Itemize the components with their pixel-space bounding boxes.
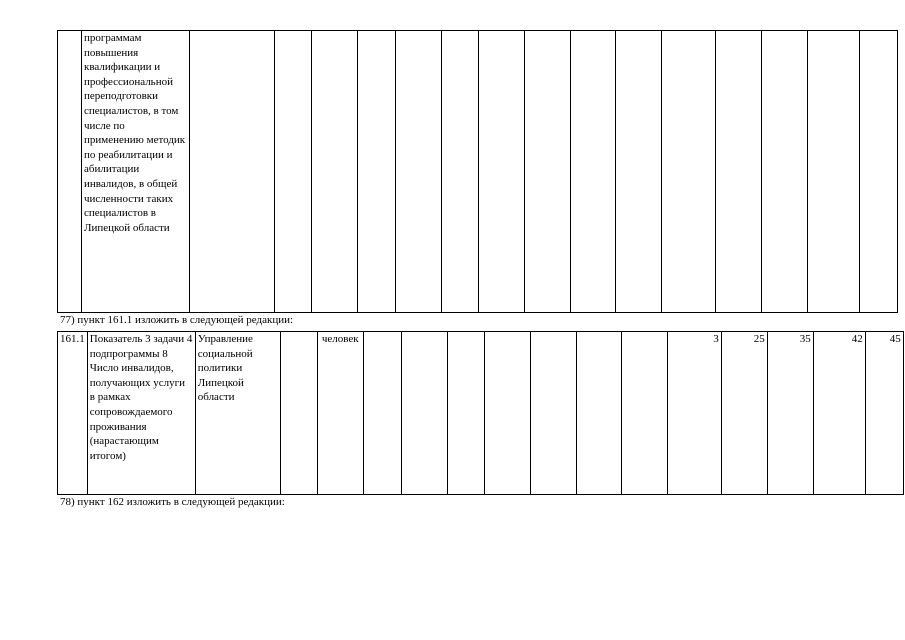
cell xyxy=(479,31,525,313)
cell xyxy=(484,332,530,495)
cell-value: 25 xyxy=(721,332,767,495)
cell xyxy=(525,31,571,313)
table-row xyxy=(58,31,898,313)
cell xyxy=(576,332,621,495)
cell-value: 45 xyxy=(865,332,903,495)
cell-indicator-name: Показатель 3 задачи 4 подпрограммы 8 Число инвалидов, получающих услуги в рамках сопровождаемого проживания (нарастающим итогом) xyxy=(87,332,195,495)
cell xyxy=(621,332,667,495)
cell xyxy=(363,332,401,495)
cell-value: 42 xyxy=(813,332,865,495)
amendment-note-77: 77) пункт 161.1 изложить в следующей редакции: xyxy=(60,314,294,326)
cell-number: 161.1 xyxy=(58,332,88,495)
cell xyxy=(716,31,762,313)
cell xyxy=(401,332,447,495)
cell xyxy=(530,332,576,495)
cell xyxy=(662,31,716,313)
cell-responsible: Управление социальной политики Липецкой области xyxy=(195,332,280,495)
cell-unit: человек xyxy=(317,332,363,495)
table-161-1 xyxy=(57,331,904,495)
cell xyxy=(358,31,396,313)
cell xyxy=(808,31,860,313)
amendment-note-78: 78) пункт 162 изложить в следующей редакции: xyxy=(60,496,285,508)
cell-unit xyxy=(312,31,358,313)
cell xyxy=(442,31,479,313)
table-continuation xyxy=(57,30,898,313)
cell-value: 3 xyxy=(667,332,721,495)
cell xyxy=(762,31,808,313)
cell-number xyxy=(58,31,82,313)
cell-responsible xyxy=(190,31,275,313)
cell-value: 35 xyxy=(767,332,813,495)
cell xyxy=(275,31,312,313)
cell xyxy=(616,31,662,313)
cell-indicator-name: программам повышения квалификации и профессиональной переподготовки специалистов, в том числе по применению методик по реабилитации и абилитации инвалидов, в общей численности таких специалистов в Липецкой области xyxy=(82,31,190,313)
cell xyxy=(860,31,898,313)
cell xyxy=(396,31,442,313)
cell xyxy=(447,332,484,495)
cell xyxy=(280,332,317,495)
cell xyxy=(571,31,616,313)
table-row xyxy=(58,332,904,495)
